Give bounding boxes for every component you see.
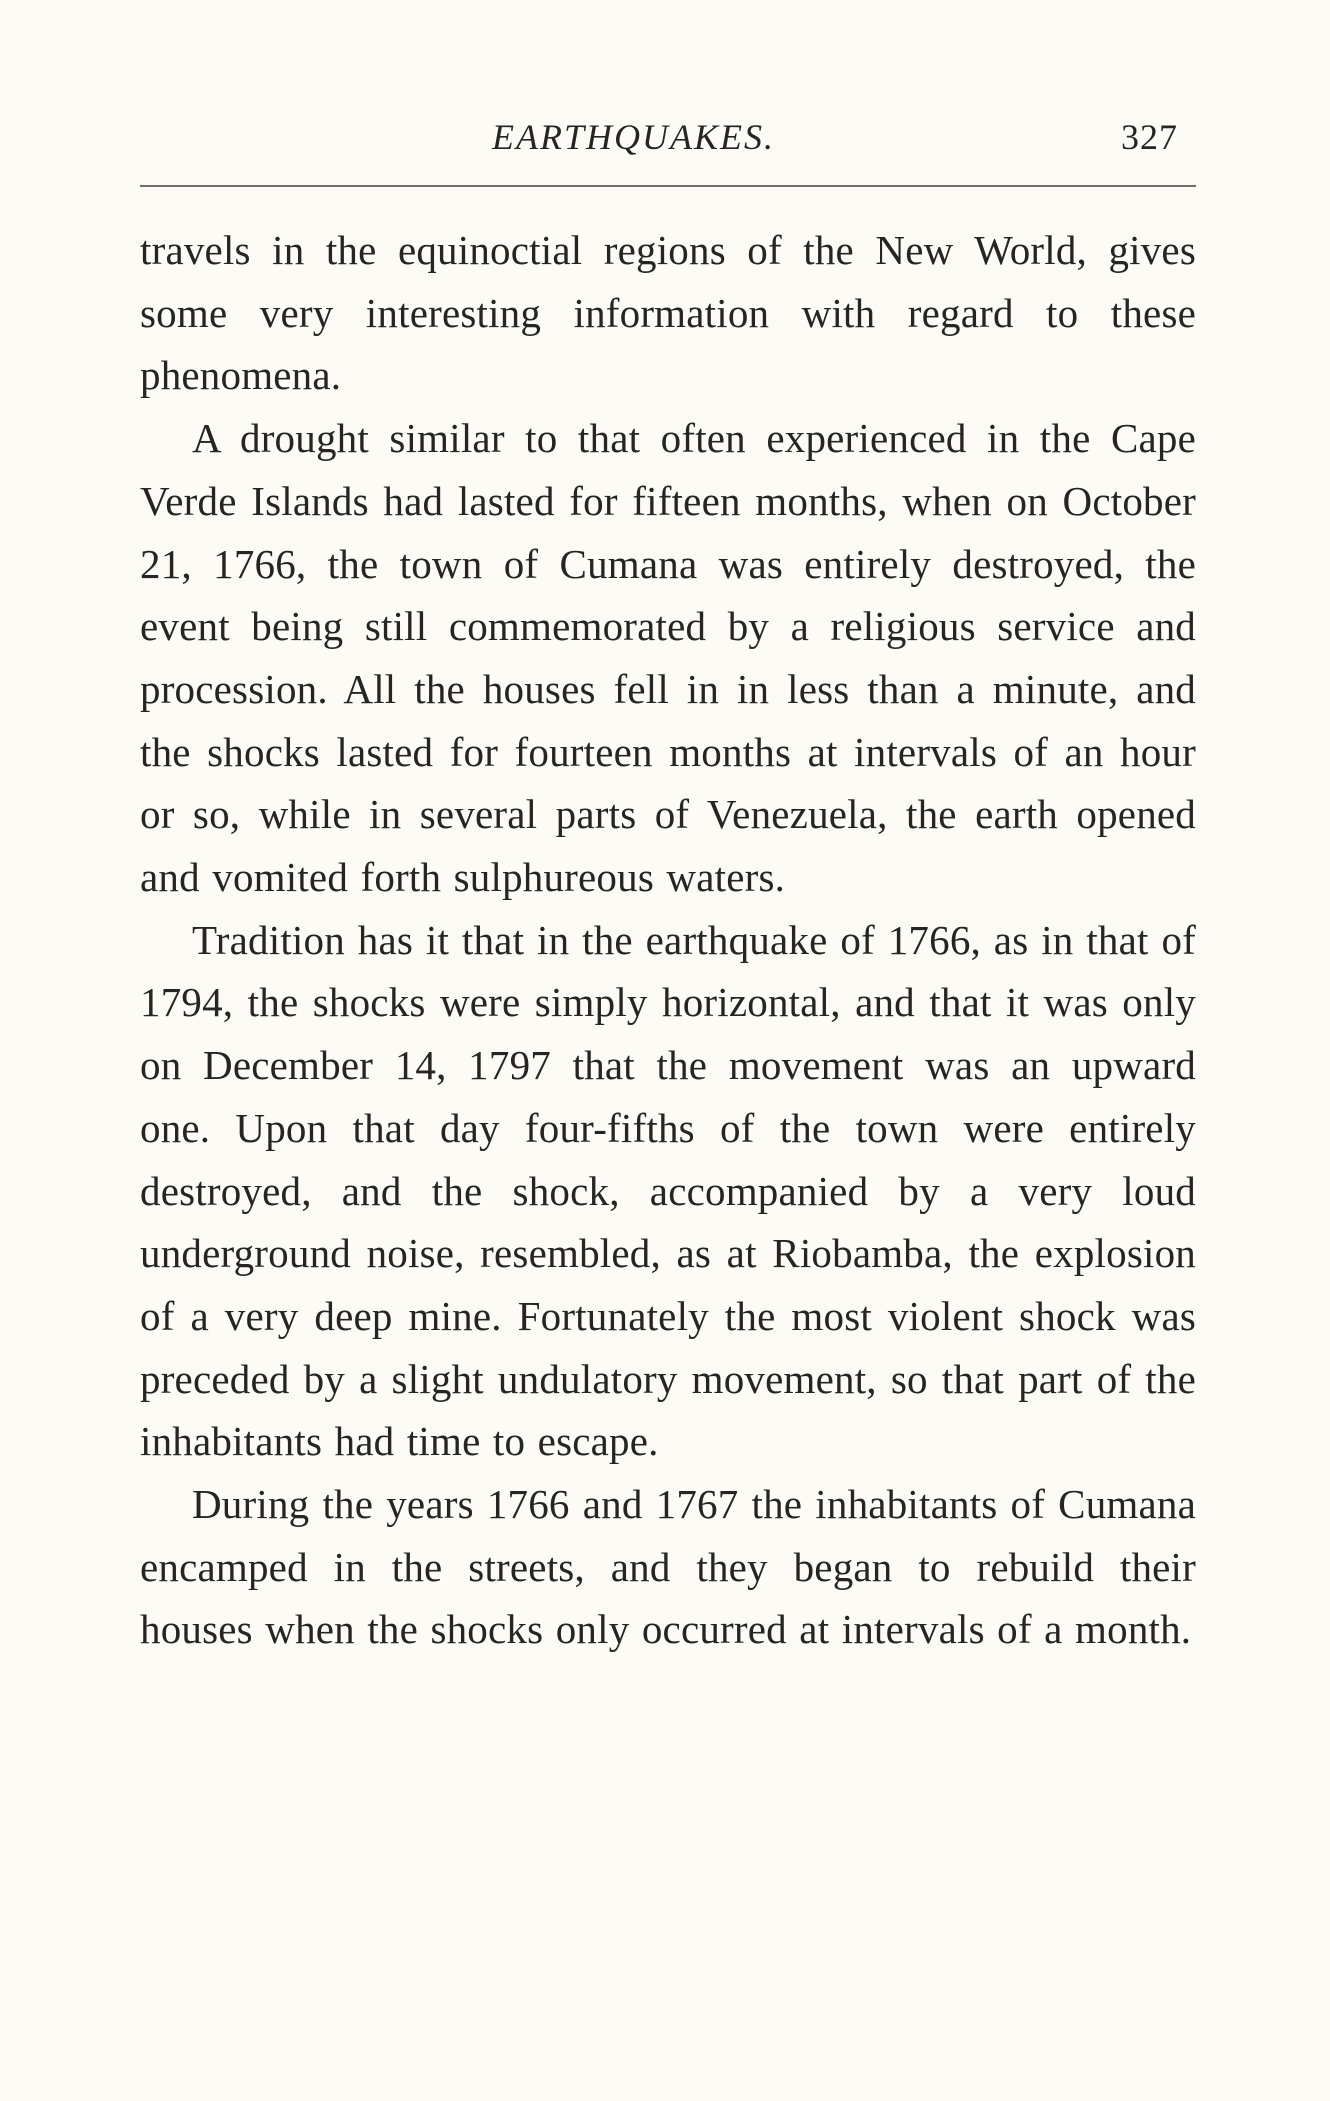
body-text xyxy=(140,219,1196,1661)
paragraph-3: Tradition has it that in the earthquake of 1766, as in that of 1794, the shocks were simply horizontal, and that it was only on December 14, 1797 that the movement was an upward one. Upon that day four-fifths of the town were entirely destroyed, and the shock, accompanied by a very loud underground noise, resembled, as at Riobamba, the explosion of a very deep mine. Fortunately the most violent shock was preceded by a slight undulatory movement, so that part of the inhabitants had time to escape. xyxy=(140,916,1196,1465)
running-title: EARTHQUAKES. xyxy=(492,117,775,157)
header-rule xyxy=(140,185,1196,187)
running-head xyxy=(140,112,1196,172)
page-number: 327 xyxy=(1121,117,1178,157)
paragraph-1: travels in the equinoctial regions of the New World, gives some very interesting information with regard to these phenomena. xyxy=(140,227,1196,399)
paragraph-2: A drought similar to that often experienced in the Cape Verde Islands had lasted for fifteen months, when on October 21, 1766, the town of Cumana was entirely destroyed, the event being still commemorated by a religious service and procession. All the houses fell in in less than a minute, and the shocks lasted for fourteen months at intervals of an hour or so, while in several parts of Venezuela, the earth opened and vomited forth sulphureous waters. xyxy=(140,415,1196,901)
paragraph-4: During the years 1766 and 1767 the inhabitants of Cumana encamped in the streets, and they began to rebuild their houses when the shocks only occurred at intervals of a month. xyxy=(140,1481,1196,1653)
book-page xyxy=(140,0,1196,2101)
